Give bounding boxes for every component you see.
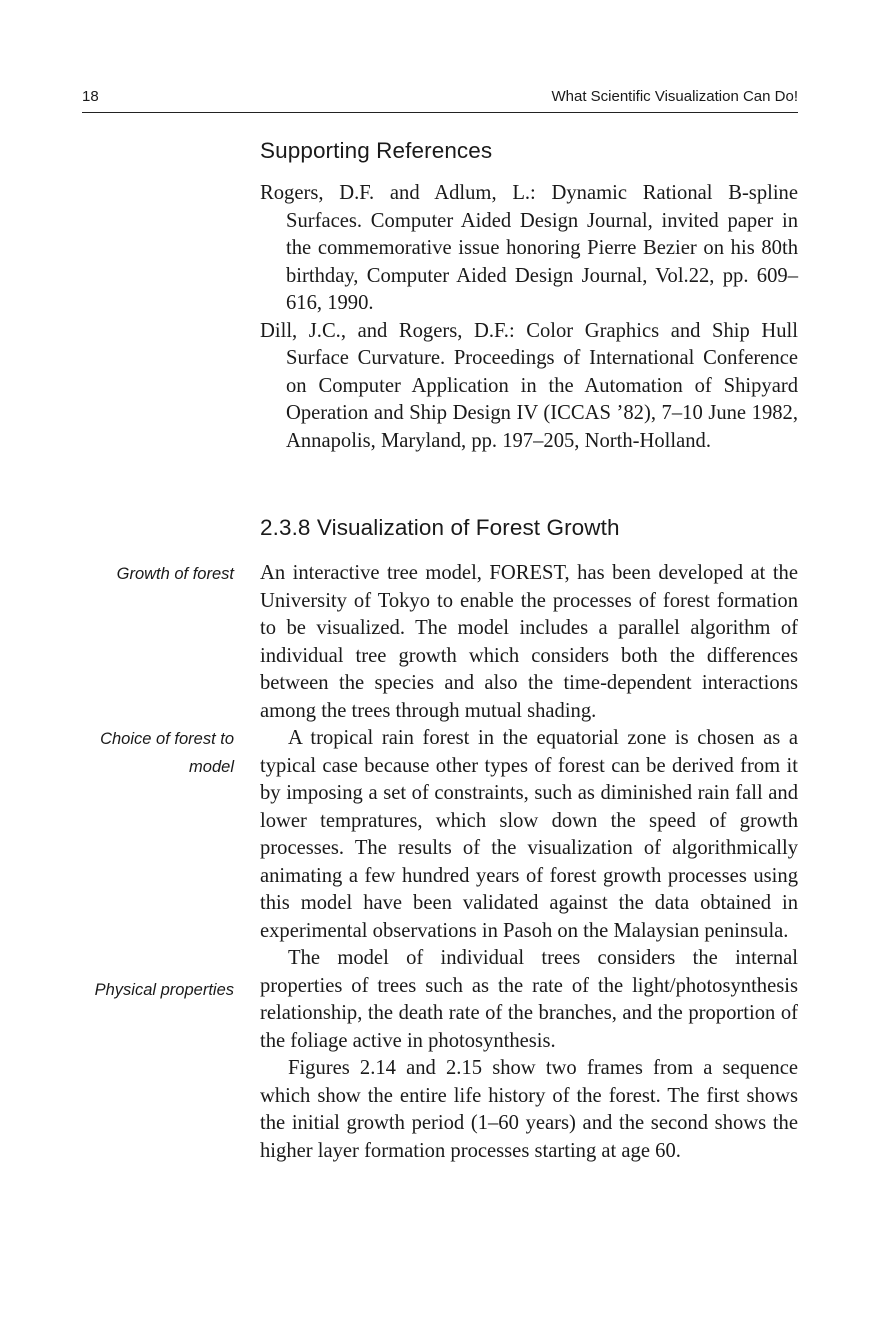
margin-note-choice: Choice of forest to model (100, 730, 234, 776)
section-body (260, 560, 798, 1165)
paragraph-figures: Figures 2.14 and 2.15 show two frames from a sequence which show the entire life history of the forest. The first shows the initial growth period (1–60 years) and the second shows the higher layer formation processes starting at age 60. (260, 1057, 798, 1162)
reference-item: Rogers, D.F. and Adlum, L.: Dynamic Rational B-spline Surfaces. Computer Aided Design Journal, invited paper in the commemorative issue honoring Pierre Bezier on his 80th birthday, Computer Aided Design Journal, Vol.22, pp. 609–616, 1990. (260, 182, 798, 314)
references-list (260, 180, 798, 455)
page-number: 18 (82, 88, 99, 105)
margin-note-physical: Physical properties (94, 981, 234, 999)
reference-item: Dill, J.C., and Rogers, D.F.: Color Graphics and Ship Hull Surface Curvature. Proceedings of International Conference on Computer Application in the Automation of Shipyard Operation and Ship Design IV (ICCAS ’82), 7–10 June 1982, Annapolis, Maryland, pp. 197–205, North-Holland. (260, 319, 798, 452)
margin-note-growth: Growth of forest (116, 565, 234, 583)
paragraph-physical-properties: The model of individual trees considers the internal properties of trees such as the rate of the light/photosynthesis relationship, the death rate of the branches, and the proportion of the foliage active in photosynthesis. (260, 947, 798, 1052)
paragraph-forest-model: An interactive tree model, FOREST, has been developed at the University of Tokyo to enable the processes of forest formation to be visualized. The model includes a parallel algorithm of individual tree growth which considers both the differences between the species and also the time-dependent interactions among the trees through mutual shading. (260, 562, 798, 722)
running-title: What Scientific Visualization Can Do! (551, 88, 798, 105)
references-heading: Supporting References (260, 138, 493, 163)
section-heading: 2.3.8 Visualization of Forest Growth (260, 515, 620, 540)
running-header (82, 86, 798, 113)
paragraph-forest-choice: A tropical rain forest in the equatorial zone is chosen as a typical case because other types of forest can be derived from it by imposing a set of constraints, such as diminished rain fall and lower tempratures, which slow down the speed of growth processes. The results of the visualization of algorithmically animating a few hundred years of forest growth processes using this model have been validated against the data obtained in experimental observations in Pasoh on the Malaysian peninsula. (260, 727, 798, 942)
